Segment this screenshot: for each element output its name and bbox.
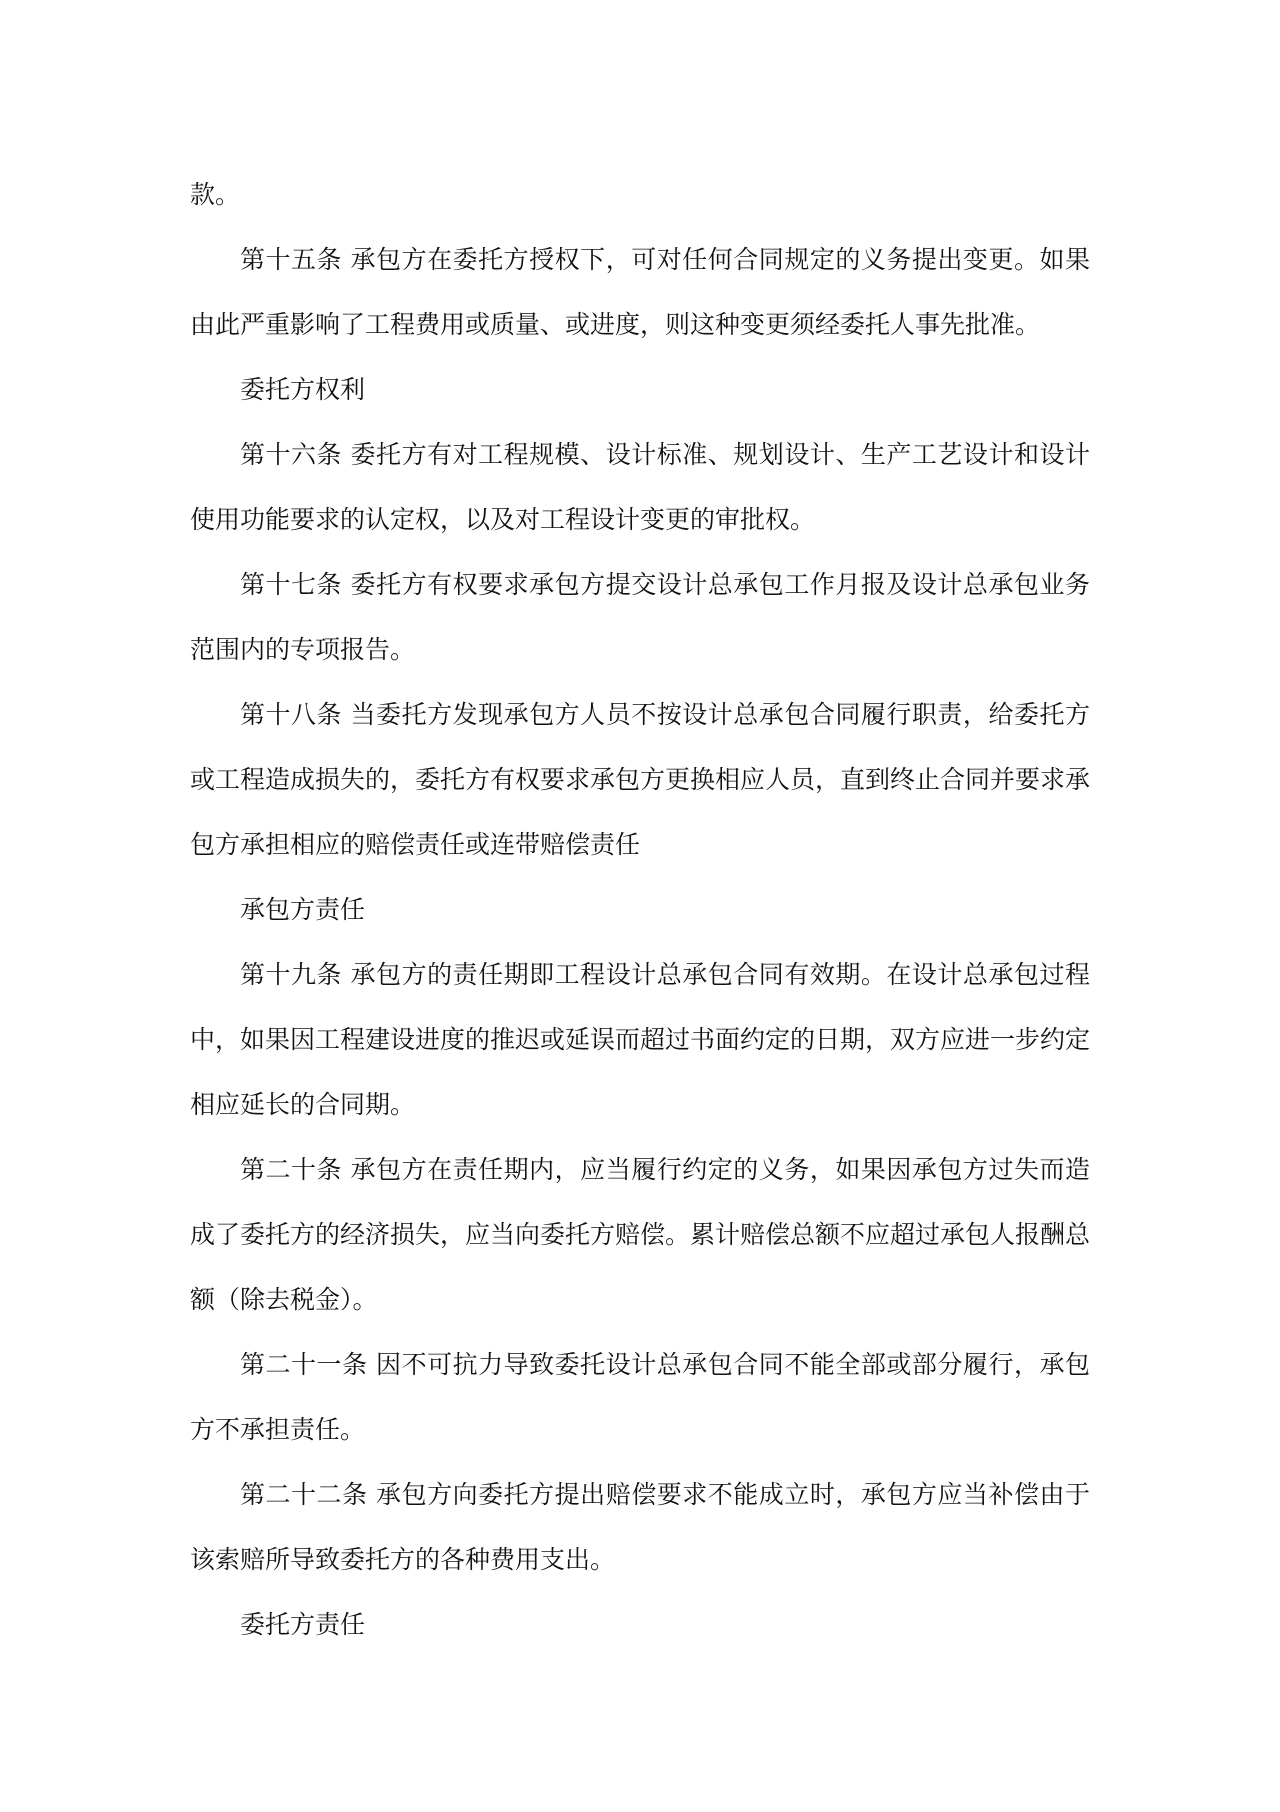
article-21: 第二十一条 因不可抗力导致委托设计总承包合同不能全部或部分履行，承包方不承担责任。 [190, 1350, 1090, 1444]
section-heading-contractor-responsibility: 承包方责任 [240, 895, 366, 924]
document-body [190, 162, 1090, 1657]
article-20: 第二十条 承包方在责任期内，应当履行约定的义务，如果因承包方过失而造成了委托方的经济损失，应当向委托方赔偿。累计赔偿总额不应超过承包人报酬总额（除去税金）。 [190, 1155, 1091, 1314]
article-22: 第二十二条 承包方向委托方提出赔偿要求不能成立时，承包方应当补偿由于该索赔所导致委托方的各种费用支出。 [190, 1480, 1090, 1574]
article-17: 第十七条 委托方有权要求承包方提交设计总承包工作月报及设计总承包业务范围内的专项报告。 [190, 570, 1090, 664]
article-16: 第十六条 委托方有对工程规模、设计标准、规划设计、生产工艺设计和设计使用功能要求的认定权，以及对工程设计变更的审批权。 [190, 440, 1090, 534]
section-heading-client-responsibility: 委托方责任 [240, 1610, 366, 1639]
article-15: 第十五条 承包方在委托方授权下，可对任何合同规定的义务提出变更。如果由此严重影响了工程费用或质量、或进度，则这种变更须经委托人事先批准。 [190, 245, 1090, 339]
paragraph-continuation: 款。 [190, 180, 241, 209]
article-19: 第十九条 承包方的责任期即工程设计总承包合同有效期。在设计总承包过程中，如果因工程建设进度的推迟或延误而超过书面约定的日期，双方应进一步约定相应延长的合同期。 [190, 960, 1091, 1119]
article-18: 第十八条 当委托方发现承包方人员不按设计总承包合同履行职责，给委托方或工程造成损失的，委托方有权要求承包方更换相应人员，直到终止合同并要求承包方承担相应的赔偿责任或连带赔偿责任 [190, 700, 1091, 859]
section-heading-client-rights: 委托方权利 [240, 375, 366, 404]
